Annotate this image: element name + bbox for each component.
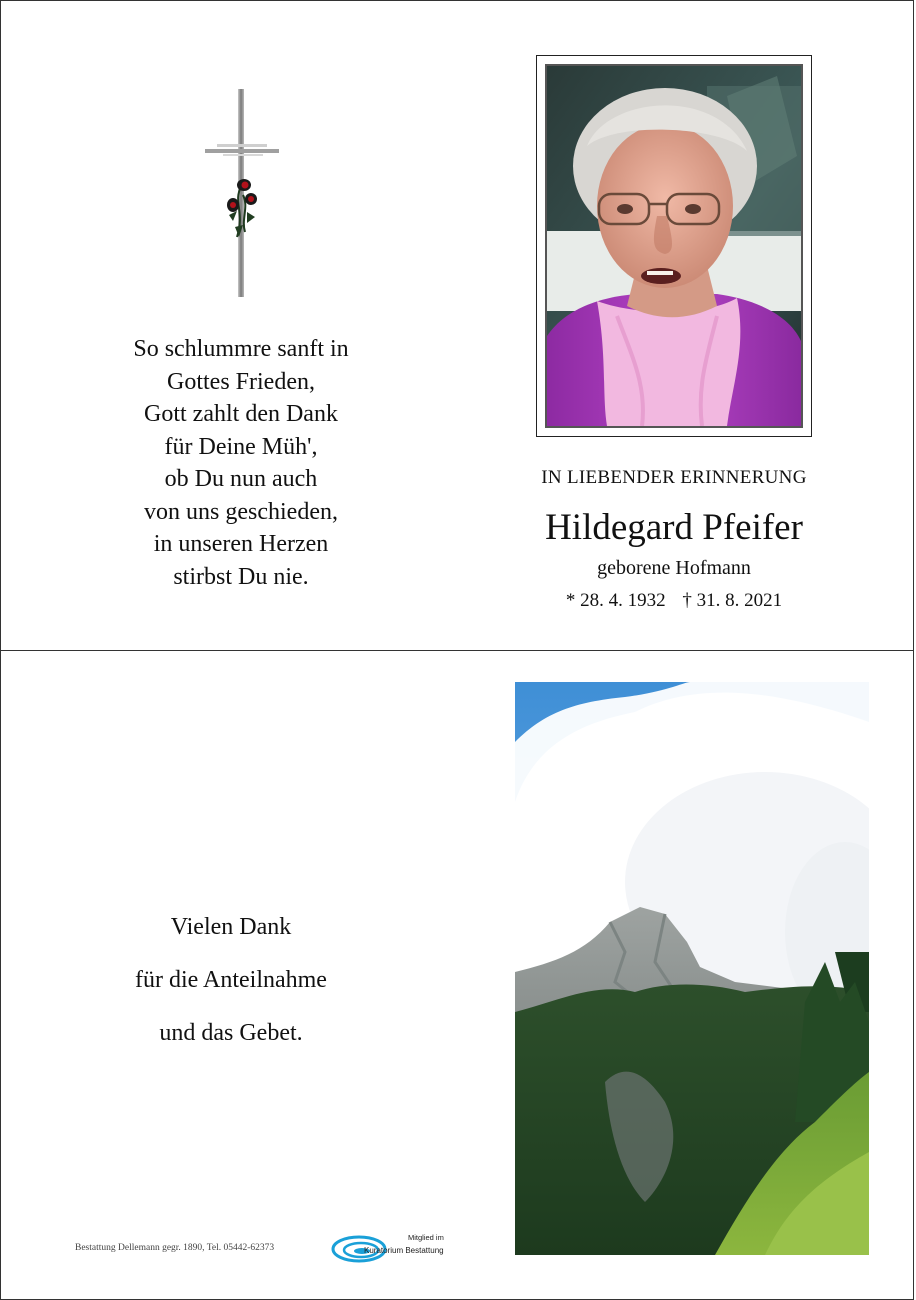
verse-line: von uns geschieden, [144,498,338,525]
funeral-home-credit: Bestattung Dellemann gegr. 1890, Tel. 05442-62373 [75,1243,275,1253]
death-date: † 31. 8. 2021 [682,590,783,611]
verse-line: für Deine Müh', [164,433,318,460]
mountain-photo [515,682,869,1255]
cross-with-roses-icon [203,87,283,299]
verse-line: in unseren Herzen [153,531,329,557]
verse-line: Gott zahlt den Dank [144,401,338,427]
obituary-front-page [0,0,914,651]
birth-name: geborene Hofmann [597,557,751,579]
deceased-name: Hildegard Pfeifer [545,507,803,548]
verse-line: So schlummre sanft in [133,336,349,362]
memorial-verse [81,333,401,593]
member-organization: Kuratorium Bestattung [364,1246,444,1255]
thanks-line: für die Anteilnahme [135,967,327,993]
obituary-back-page [0,650,914,1300]
member-label: Mitglied im [408,1233,444,1242]
thank-you-message [61,901,401,1060]
thanks-line: Vielen Dank [170,914,292,940]
portrait-frame [536,55,812,437]
portrait-photo [545,64,803,428]
verse-line: ob Du nun auch [164,466,318,492]
verse-line: stirbst Du nie. [173,563,309,590]
verse-line: Gottes Frieden, [167,368,315,395]
memorial-heading: IN LIEBENDER ERINNERUNG [541,467,807,488]
thanks-line: und das Gebet. [159,1020,303,1046]
life-dates [491,590,857,612]
birth-date: * 28. 4. 1932 [565,590,666,611]
